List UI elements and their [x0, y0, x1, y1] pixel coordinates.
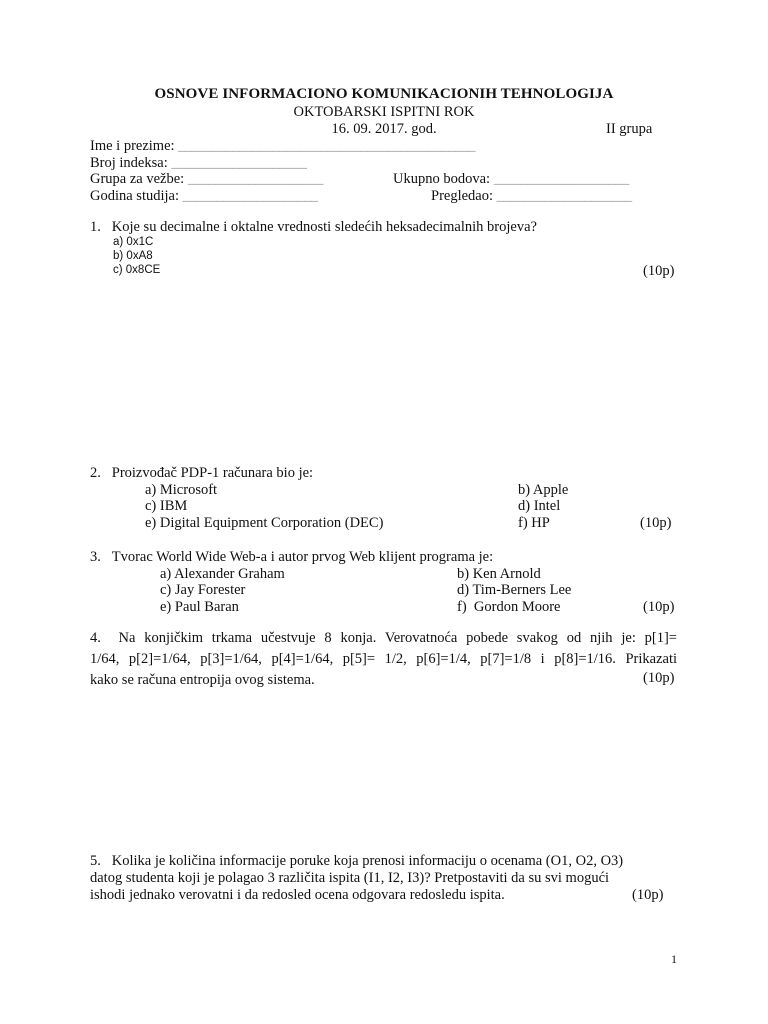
question-3-text: 3. Tvorac World Wide Web-a i autor prvog Web klijent programa je: [90, 549, 494, 565]
question-4-line-3: kako se računa entropija ovog sistema. [90, 672, 315, 688]
year-blank: ____________________ [182, 188, 318, 204]
reviewed-field [431, 188, 632, 205]
index-label: Broj indeksa: [90, 155, 168, 171]
question-5-line-1: 5. Kolika je količina informacije poruke koja prenosi informaciju o ocenama (O1, O2, O3) [90, 853, 624, 869]
question-2-option-c: c) IBM [145, 498, 188, 514]
question-3-option-d: d) Tim-Berners Lee [457, 582, 572, 598]
index-field [90, 155, 306, 172]
question-3-option-e: e) Paul Baran [160, 599, 239, 615]
question-1-option-c: c) 0x8CE [113, 264, 161, 276]
question-5-text [90, 853, 623, 904]
exam-group: II grupa [606, 121, 653, 137]
page-number: 1 [671, 952, 677, 966]
question-2-points: (10p) [640, 515, 672, 531]
year-field [90, 188, 318, 205]
exam-title: OSNOVE INFORMACIONO KOMUNIKACIONIH TEHNOLOGIJA [154, 86, 614, 102]
name-label: Ime i prezime: [90, 138, 175, 154]
question-4-text [90, 628, 677, 691]
question-3-points: (10p) [643, 599, 675, 615]
question-4-line-2: 1/64, p[2]=1/64, p[3]=1/64, p[4]=1/64, p[5]= 1/2, p[6]=1/4, p[7]=1/8 i p[8]=1/16. Prikazati [90, 651, 677, 667]
total-points-blank: ____________________ [493, 171, 629, 187]
question-3-option-a: a) Alexander Graham [160, 566, 285, 582]
total-points-label: Ukupno bodova: [393, 171, 491, 187]
question-2-option-b: b) Apple [518, 482, 569, 498]
exercise-group-label: Grupa za vežbe: [90, 171, 185, 187]
exam-subtitle: OKTOBARSKI ISPITNI ROK [293, 104, 475, 120]
total-points-field [393, 171, 629, 188]
question-2-text: 2. Proizvođač PDP-1 računara bio je: [90, 465, 314, 481]
question-4-points: (10p) [643, 670, 675, 686]
question-5-line-2: datog studenta koji je polagao 3 različita ispita (I1, I2, I3)? Pretpostaviti da su svi mogući [90, 870, 610, 886]
question-1-points: (10p) [643, 263, 675, 279]
question-2-option-f: f) HP [518, 515, 550, 531]
question-1-option-b: b) 0xA8 [113, 250, 153, 262]
question-2-option-d: d) Intel [518, 498, 561, 514]
reviewed-blank: ____________________ [496, 188, 632, 204]
question-2-option-e: e) Digital Equipment Corporation (DEC) [145, 515, 384, 531]
question-4-line-1: 4. Na konjičkim trkama učestvuje 8 konja. Verovatnoća pobede svakog od njih je: p[1]= [90, 630, 677, 646]
index-blank: ____________________ [171, 155, 307, 171]
question-1-text: 1. Koje su decimalne i oktalne vrednosti sledećih heksadecimalnih brojeva? [90, 219, 537, 235]
question-5-line-3: ishodi jednako verovatni i da redosled ocena odgovara redosledu ispita. [90, 887, 505, 903]
name-field [90, 138, 475, 155]
question-2-option-a: a) Microsoft [145, 482, 218, 498]
year-label: Godina studija: [90, 188, 180, 204]
name-blank: ____________________________________________ [178, 138, 476, 154]
exercise-group-field [90, 171, 323, 188]
question-5-points: (10p) [632, 887, 664, 903]
exam-date: 16. 09. 2017. god. [331, 121, 437, 137]
exercise-group-blank: ____________________ [187, 171, 323, 187]
question-1-option-a: a) 0x1C [113, 236, 154, 248]
question-3-option-f: f) Gordon Moore [457, 599, 561, 615]
question-3-option-b: b) Ken Arnold [457, 566, 541, 582]
reviewed-label: Pregledao: [431, 188, 494, 204]
question-3-option-c: c) Jay Forester [160, 582, 246, 598]
